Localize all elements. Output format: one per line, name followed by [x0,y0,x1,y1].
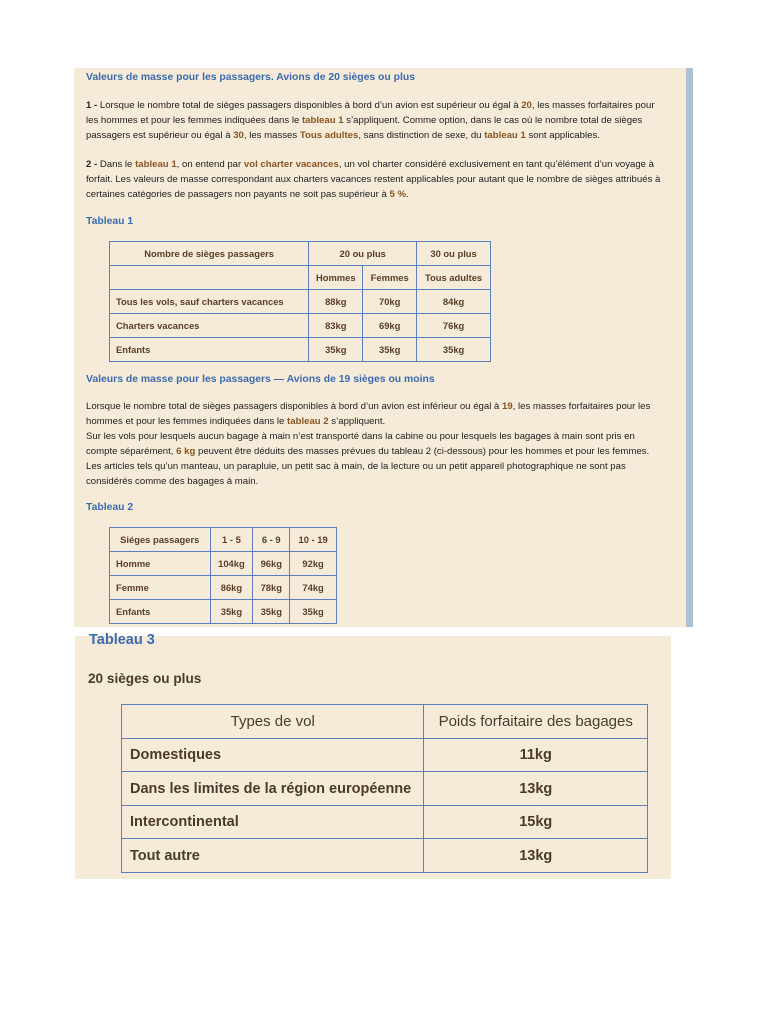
scrollbar[interactable] [686,68,693,627]
paragraph-text: Sur les vols pour lesquels aucun bagage à main n’est transporté dans la cabine ou pour lesquels les bagages à main sont pris en compte séparément, [86,431,635,457]
table2-cell: Femme [110,576,211,600]
table2-cell: 92kg [290,552,337,576]
table1-cell: 35kg [309,338,363,362]
table3-cell: 15kg [424,806,648,839]
table3-header-flight-type: Types de vol [122,705,424,739]
table1-cell: 35kg [363,338,417,362]
paragraph-text: . [406,189,409,200]
table3-cell: Domestiques [122,739,424,772]
table2-cell: Enfants [110,600,211,624]
highlighted-text: 20 [521,100,532,111]
table1-cell: 35kg [417,338,491,362]
highlighted-text: 6 kg [176,446,196,457]
section1-heading: Valeurs de masse pour les passagers. Avions de 20 sièges ou plus [86,72,415,83]
paragraph-text: Lorsque le nombre total de sièges passagers disponibles à bord d’un avion est supérieur ou égal à [97,100,522,111]
paragraph-text: Dans le [97,159,136,170]
table1-cell: Charters vacances [110,314,309,338]
table3-cell: 13kg [424,772,648,806]
table-2 [109,527,337,624]
paragraph-text: , les masses forfaitaires pour les hommes et pour les femmes indiquées dans le [86,100,655,126]
table1-cell: 88kg [309,290,363,314]
table2-cell: 35kg [210,600,253,624]
table1-header-30: 30 ou plus [417,242,491,266]
paragraph-text: peuvent être déduits des masses prévues du tableau 2 (ci-dessous) pour les hommes et pour les femmes. Les articles tels qu’un manteau, un parapluie, un petit sac à main, de la lecture ou un petit appareil photographique ne sont pas considérés comme des bagages à main. [86,446,650,487]
table-row [110,552,337,576]
table2-header: 1 - 5 [210,528,253,552]
table-1 [109,241,491,362]
highlighted-text: vol charter vacances [243,159,339,170]
table1-header-women: Femmes [363,266,417,290]
table1-cell: 70kg [363,290,417,314]
paragraph-text: , les masses [243,130,300,141]
section2-paragraph-1 [86,399,666,429]
table1-cell: 83kg [309,314,363,338]
table3-cell: 11kg [424,739,648,772]
table-row [110,290,491,314]
table-row [122,839,648,873]
section1-paragraph-2 [86,157,666,202]
section1-paragraph-1 [86,98,666,143]
table2-cell: 96kg [253,552,290,576]
highlighted-text: Tous adultes [299,130,359,141]
section2-paragraph-2 [86,429,666,489]
table1-label: Tableau 1 [86,216,134,227]
highlighted-text: tableau 1 [484,130,526,141]
table2-cell: 86kg [210,576,253,600]
table-3 [121,704,648,873]
highlighted-text: tableau 1 [301,115,344,126]
section2-heading: Valeurs de masse pour les passagers — Avions de 19 sièges ou moins [86,374,435,385]
table2-cell: 104kg [210,552,253,576]
table2-cell: 35kg [290,600,337,624]
item-number: 2 - [86,159,98,170]
table3-cell: Tout autre [122,839,424,873]
table3-cell: Dans les limites de la région européenne [122,772,424,806]
paragraph-text: , sans distinction de sexe, du [358,130,485,141]
paragraph-text: Lorsque le nombre total de sièges passagers disponibles à bord d’un avion est inférieur ou égal à [86,401,502,412]
highlighted-text: 19 [502,401,513,412]
paragraph-text: , les masses forfaitaires pour les hommes et pour les femmes indiquées dans le [86,401,651,427]
table2-header: 10 - 19 [290,528,337,552]
table3-cell: Intercontinental [122,806,424,839]
paragraph-text: s’appliquent. Comme option, dans le cas où le nombre total de sièges passagers est supérieur ou égal à [86,115,643,141]
table1-cell: Tous les vols, sauf charters vacances [110,290,309,314]
table1-cell: 84kg [417,290,491,314]
paragraph-text: s’appliquent. [328,416,386,427]
table2-cell: 35kg [253,600,290,624]
table1-header-seats: Nombre de sièges passagers [110,242,309,266]
table1-cell: 76kg [417,314,491,338]
table2-cell: 74kg [290,576,337,600]
table2-cell: 78kg [253,576,290,600]
paragraph-text: , un vol charter considéré exclusivement en tant qu’élément d’un voyage à forfait. Les valeurs de masse correspondant aux charters vacances restent applicables pour autant que le nombre de sièges attribués à certaines catégories de passagers non payants ne soit pas supérieur à [86,159,661,200]
item-number: 1 - [86,100,98,111]
table1-header-all-adults: Tous adultes [417,266,491,290]
table1-header-men: Hommes [309,266,363,290]
table3-label: Tableau 3 [89,632,155,648]
highlighted-text: 5 % [389,189,407,200]
paragraph-text: , on entend par [176,159,244,170]
highlighted-text: tableau 1 [135,159,177,170]
table2-header: Siéges passagers [110,528,211,552]
table-row [110,338,491,362]
table2-label: Tableau 2 [86,502,134,513]
table-row [122,806,648,839]
table-row [122,739,648,772]
table1-header-20: 20 ou plus [309,242,417,266]
table2-cell: Homme [110,552,211,576]
table2-header: 6 - 9 [253,528,290,552]
table1-cell: 69kg [363,314,417,338]
table1-empty-cell [110,266,309,290]
paragraph-text: sont applicables. [525,130,600,141]
highlighted-text: tableau 2 [287,416,329,427]
table-row [110,314,491,338]
table1-cell: Enfants [110,338,309,362]
table3-subheading: 20 sièges ou plus [88,671,202,686]
highlighted-text: 30 [233,130,244,141]
table-row [122,772,648,806]
table-row [110,576,337,600]
table3-header-baggage-weight: Poids forfaitaire des bagages [424,705,648,739]
table3-cell: 13kg [424,839,648,873]
table-row [110,600,337,624]
